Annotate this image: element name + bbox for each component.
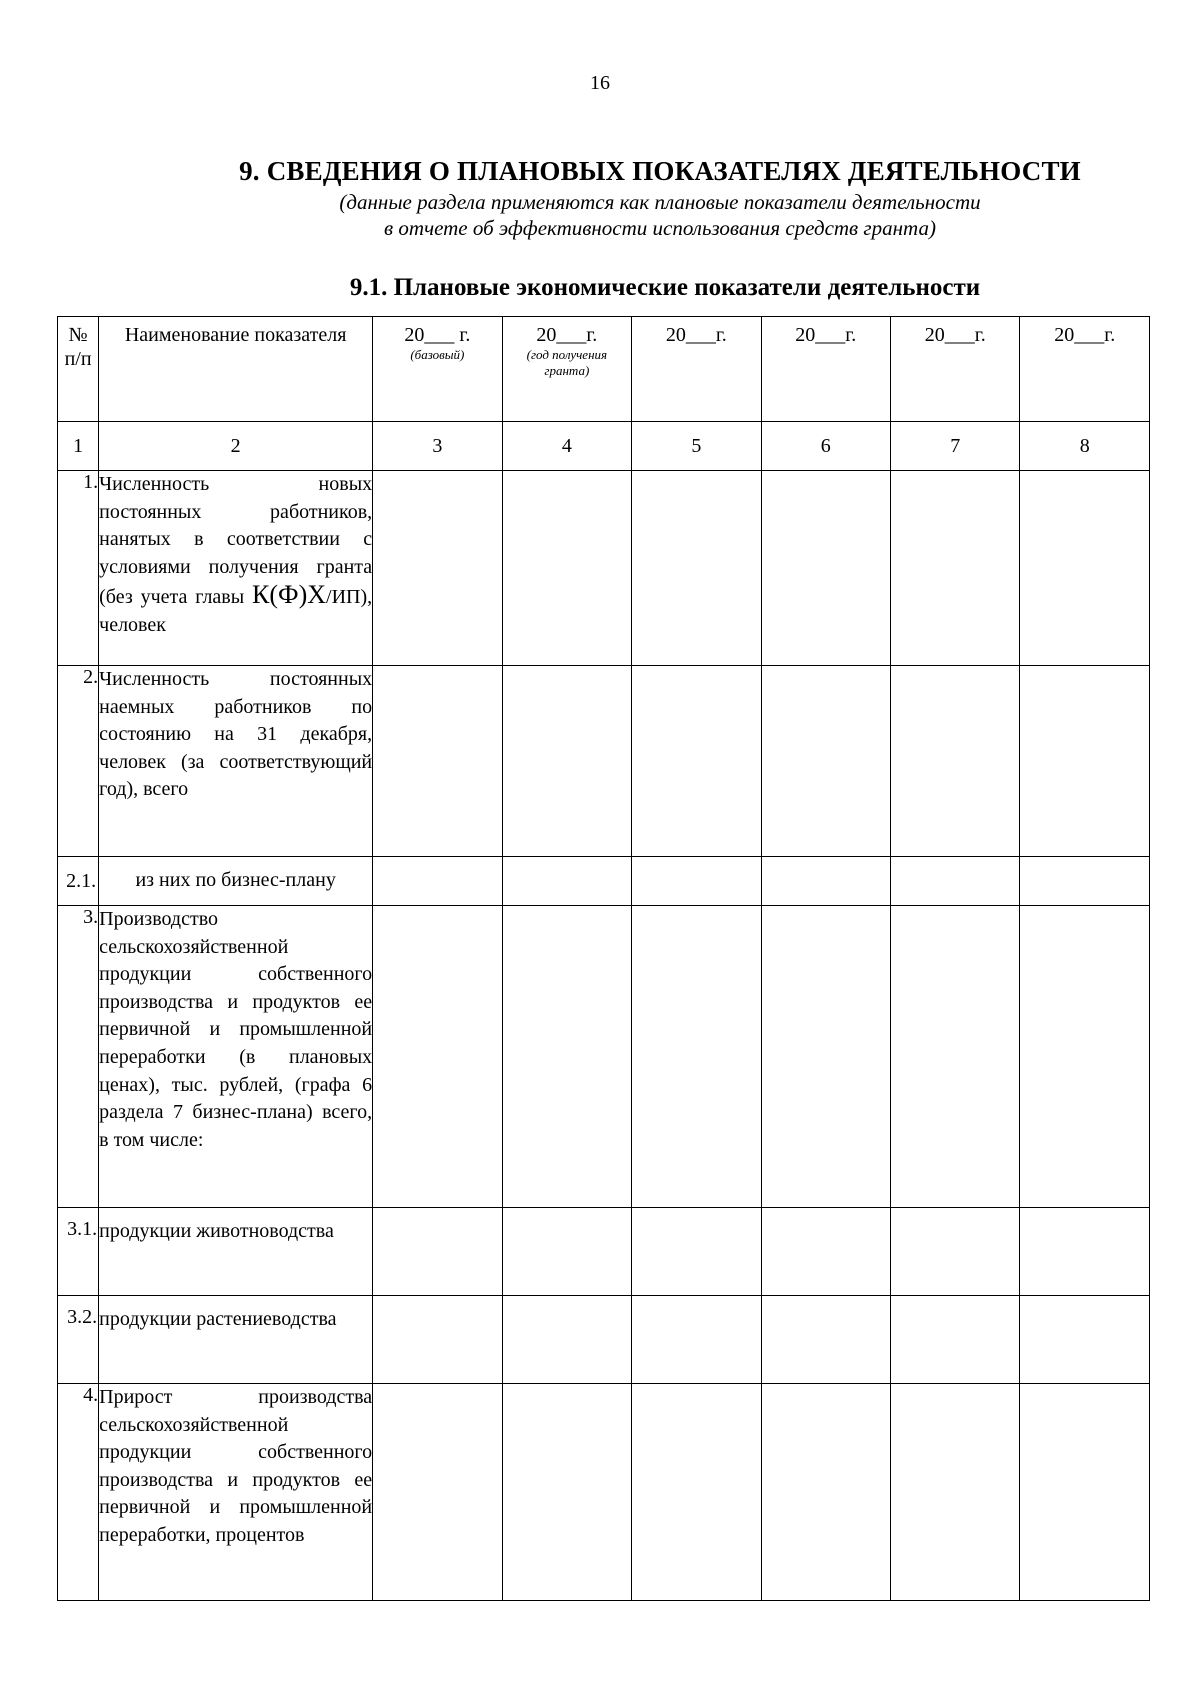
year-label: 20___г. bbox=[536, 324, 598, 346]
table-row bbox=[58, 1208, 1150, 1296]
page-number: 16 bbox=[590, 72, 610, 94]
value-cell[interactable] bbox=[632, 666, 761, 857]
year-note: (базовый) bbox=[410, 347, 465, 362]
table-header-row bbox=[58, 317, 1150, 422]
row-number: 2. bbox=[58, 666, 99, 857]
row-number: 3.2. bbox=[58, 1296, 99, 1384]
year-label: 20___ г. bbox=[404, 324, 471, 346]
value-cell[interactable] bbox=[1020, 906, 1150, 1208]
value-cell[interactable] bbox=[373, 1208, 502, 1296]
value-cell[interactable] bbox=[502, 666, 631, 857]
column-number: 1 bbox=[58, 422, 99, 471]
value-cell[interactable] bbox=[761, 1384, 890, 1601]
value-cell[interactable] bbox=[1020, 1208, 1150, 1296]
column-number: 5 bbox=[632, 422, 761, 471]
value-cell[interactable] bbox=[761, 1296, 890, 1384]
value-cell[interactable] bbox=[373, 857, 502, 906]
value-cell[interactable] bbox=[761, 471, 890, 666]
value-cell[interactable] bbox=[761, 666, 890, 857]
header-year-3 bbox=[632, 317, 761, 422]
value-cell[interactable] bbox=[502, 1384, 631, 1601]
header-year-6 bbox=[1020, 317, 1150, 422]
year-label: 20___г. bbox=[665, 324, 727, 346]
value-cell[interactable] bbox=[891, 1208, 1020, 1296]
value-cell[interactable] bbox=[502, 906, 631, 1208]
column-number: 3 bbox=[373, 422, 502, 471]
value-cell[interactable] bbox=[891, 471, 1020, 666]
table-row bbox=[58, 1296, 1150, 1384]
plan-indicators-table bbox=[57, 316, 1150, 1601]
row-number: 4. bbox=[58, 1384, 99, 1601]
value-cell[interactable] bbox=[1020, 1296, 1150, 1384]
header-year-1 bbox=[373, 317, 502, 422]
table-row bbox=[58, 857, 1150, 906]
value-cell[interactable] bbox=[502, 471, 631, 666]
subsection-title: 9.1. Плановые экономические показатели деятельности bbox=[349, 274, 981, 301]
row-number: 3.1. bbox=[58, 1208, 99, 1296]
column-number: 2 bbox=[99, 422, 373, 471]
indicator-name: Производство сельскохозяйственной продукции собственного производства и продуктов ее первичной и промышленной переработки (в плановых ценах), тыс. рублей, (графа 6 раздела 7 бизнес-плана) всего, в том числе: bbox=[99, 906, 373, 1208]
year-label: 20___г. bbox=[795, 324, 857, 346]
row-number: 1. bbox=[58, 471, 99, 666]
value-cell[interactable] bbox=[891, 666, 1020, 857]
value-cell[interactable] bbox=[632, 857, 761, 906]
value-cell[interactable] bbox=[502, 1208, 631, 1296]
value-cell[interactable] bbox=[891, 1296, 1020, 1384]
section-subtitle-line1: (данные раздела применяются как плановые показатели деятельности bbox=[339, 190, 981, 214]
indicator-name-tail: /ИП), человек bbox=[99, 586, 373, 636]
column-number: 8 bbox=[1020, 422, 1150, 471]
year-label: 20___г. bbox=[1054, 324, 1116, 346]
value-cell[interactable] bbox=[1020, 471, 1150, 666]
year-note: (год получения гранта) bbox=[526, 347, 608, 378]
header-year-4 bbox=[761, 317, 890, 422]
value-cell[interactable] bbox=[761, 1208, 890, 1296]
value-cell[interactable] bbox=[373, 1296, 502, 1384]
indicator-name bbox=[99, 471, 373, 666]
indicator-name: продукции растениеводства bbox=[99, 1296, 373, 1384]
value-cell[interactable] bbox=[1020, 1384, 1150, 1601]
column-number: 4 bbox=[502, 422, 631, 471]
value-cell[interactable] bbox=[761, 857, 890, 906]
value-cell[interactable] bbox=[761, 906, 890, 1208]
column-numbers-row bbox=[58, 422, 1150, 471]
indicator-name: из них по бизнес-плану bbox=[99, 857, 373, 906]
value-cell[interactable] bbox=[632, 1208, 761, 1296]
value-cell[interactable] bbox=[632, 471, 761, 666]
year-label: 20___г. bbox=[924, 324, 986, 346]
header-year-5 bbox=[891, 317, 1020, 422]
value-cell[interactable] bbox=[1020, 857, 1150, 906]
indicator-name: Численность постоянных наемных работников по состоянию на 31 декабря, человек (за соответствующий год), всего bbox=[99, 666, 373, 857]
value-cell[interactable] bbox=[891, 1384, 1020, 1601]
header-year-2 bbox=[502, 317, 631, 422]
value-cell[interactable] bbox=[373, 471, 502, 666]
section-subtitle-line2: в отчете об эффективности использования средств гранта) bbox=[384, 216, 936, 240]
table-row bbox=[58, 471, 1150, 666]
value-cell[interactable] bbox=[891, 857, 1020, 906]
value-cell[interactable] bbox=[632, 1384, 761, 1601]
value-cell[interactable] bbox=[1020, 666, 1150, 857]
indicator-name: Прирост производства сельскохозяйственной продукции собственного производства и продуктов ее первичной и промышленной переработки, процентов bbox=[99, 1384, 373, 1601]
indicator-name-abbrev: К(Ф)Х bbox=[252, 580, 327, 610]
table-row bbox=[58, 1384, 1150, 1601]
value-cell[interactable] bbox=[373, 906, 502, 1208]
value-cell[interactable] bbox=[891, 906, 1020, 1208]
column-number: 6 bbox=[761, 422, 890, 471]
indicator-name: продукции животноводства bbox=[99, 1208, 373, 1296]
table-row bbox=[58, 666, 1150, 857]
value-cell[interactable] bbox=[502, 857, 631, 906]
value-cell[interactable] bbox=[502, 1296, 631, 1384]
header-name: Наименование показателя bbox=[99, 317, 373, 422]
value-cell[interactable] bbox=[373, 666, 502, 857]
row-number: 3. bbox=[58, 906, 99, 1208]
value-cell[interactable] bbox=[373, 1384, 502, 1601]
column-number: 7 bbox=[891, 422, 1020, 471]
table-row bbox=[58, 906, 1150, 1208]
value-cell[interactable] bbox=[632, 906, 761, 1208]
row-number: 2.1. bbox=[58, 857, 99, 906]
value-cell[interactable] bbox=[632, 1296, 761, 1384]
indicator-name-text: Численность новых постоянных работников, нанятых в соответствии с условиями получения гранта (без учета главы bbox=[99, 473, 373, 609]
section-title: 9. СВЕДЕНИЯ О ПЛАНОВЫХ ПОКАЗАТЕЛЯХ ДЕЯТЕЛЬНОСТИ bbox=[239, 156, 1081, 186]
header-no: № п/п bbox=[58, 317, 99, 422]
